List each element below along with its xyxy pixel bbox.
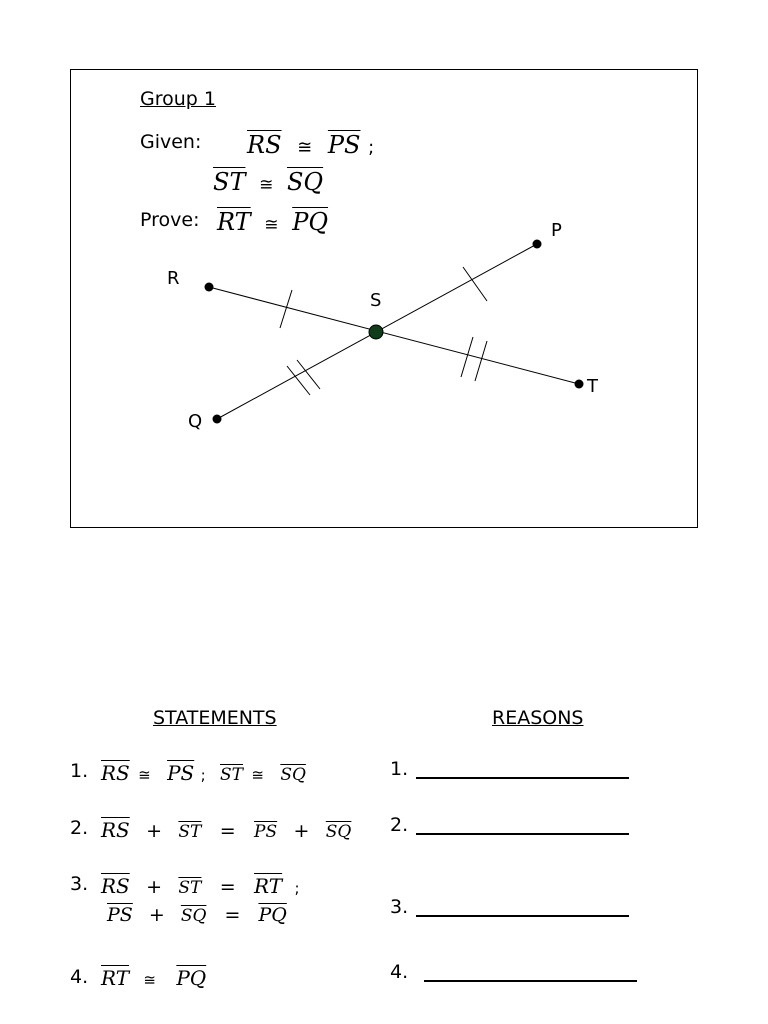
plus-symbol: + bbox=[293, 820, 310, 842]
congruent-symbol: ≅ bbox=[251, 766, 264, 784]
statement-3-line-2 bbox=[107, 906, 287, 925]
statements-header: STATEMENTS bbox=[153, 707, 277, 729]
statement-number: 2. bbox=[70, 817, 89, 839]
statement-number: 4. bbox=[70, 966, 89, 988]
segment: $\overline{PS}$ bbox=[254, 822, 278, 842]
segment-st: $\overline{ST}$ bbox=[213, 168, 246, 196]
separator: ; bbox=[294, 879, 300, 897]
separator: ; bbox=[200, 766, 206, 784]
segment: $\overline{PS}$ bbox=[167, 761, 195, 785]
segment: $\overline{SQ}$ bbox=[325, 822, 352, 842]
label-t: T bbox=[587, 376, 598, 397]
reason-number: 3. bbox=[390, 896, 409, 918]
congruent-symbol: ≅ bbox=[259, 175, 274, 195]
reason-1-blank[interactable] bbox=[416, 777, 629, 779]
label-q: Q bbox=[188, 411, 203, 432]
statement-3-line-1 bbox=[101, 876, 300, 897]
reason-3-blank[interactable] bbox=[416, 915, 629, 917]
plus-symbol: + bbox=[146, 820, 163, 842]
congruent-symbol: ≅ bbox=[138, 766, 151, 784]
label-s: S bbox=[370, 290, 382, 311]
prove-label: Prove: bbox=[140, 209, 200, 231]
reason-4-blank[interactable] bbox=[424, 980, 637, 982]
segment: $\overline{PQ}$ bbox=[176, 966, 207, 990]
segment: $\overline{RS}$ bbox=[101, 818, 130, 842]
segment: $\overline{SQ}$ bbox=[280, 765, 306, 785]
label-r: R bbox=[167, 268, 180, 289]
segment-rt-line bbox=[209, 287, 579, 384]
segment: $\overline{RT}$ bbox=[101, 966, 130, 990]
given-label: Given: bbox=[140, 131, 202, 153]
reason-number: 1. bbox=[390, 758, 409, 780]
reasons-header: REASONS bbox=[492, 707, 584, 729]
tick-sp bbox=[463, 267, 487, 301]
point-r bbox=[205, 283, 214, 292]
plus-symbol: + bbox=[146, 876, 163, 898]
separator: ; bbox=[368, 137, 375, 158]
segment: $\overline{RS}$ bbox=[101, 874, 130, 898]
point-s bbox=[369, 325, 383, 339]
tick-st-2 bbox=[475, 341, 487, 381]
congruent-symbol: ≅ bbox=[297, 137, 313, 158]
segment: $\overline{ST}$ bbox=[178, 822, 202, 842]
statement-2 bbox=[101, 820, 351, 841]
segment: $\overline{PS}$ bbox=[107, 904, 133, 926]
reason-number: 4. bbox=[390, 961, 409, 983]
point-p bbox=[533, 240, 542, 249]
segment: $\overline{SQ}$ bbox=[180, 906, 207, 926]
congruent-symbol: ≅ bbox=[264, 215, 279, 235]
segment-ps: $\overline{PS}$ bbox=[327, 131, 361, 159]
statement-4 bbox=[101, 968, 206, 988]
group-title: Group 1 bbox=[140, 88, 216, 110]
segment: $\overline{ST}$ bbox=[178, 878, 202, 898]
equals-symbol: = bbox=[219, 820, 236, 842]
congruent-symbol: ≅ bbox=[143, 971, 156, 989]
statement-number: 3. bbox=[70, 873, 89, 895]
equals-symbol: = bbox=[224, 904, 241, 926]
point-q bbox=[213, 415, 222, 424]
segment-sq: $\overline{SQ}$ bbox=[286, 168, 324, 196]
segment: $\overline{RT}$ bbox=[254, 874, 283, 898]
segment-pq: $\overline{PQ}$ bbox=[292, 208, 329, 236]
reason-number: 2. bbox=[390, 814, 409, 836]
equals-symbol: = bbox=[219, 876, 236, 898]
segment-rt: $\overline{RT}$ bbox=[217, 208, 251, 236]
statement-number: 1. bbox=[70, 760, 89, 782]
tick-rs bbox=[280, 290, 292, 328]
segment: $\overline{RS}$ bbox=[101, 761, 130, 785]
plus-symbol: + bbox=[148, 904, 165, 926]
segment: $\overline{PQ}$ bbox=[258, 904, 287, 926]
tick-st-1 bbox=[461, 337, 473, 377]
point-t bbox=[575, 380, 584, 389]
segment-rs: $\overline{RS}$ bbox=[247, 131, 282, 159]
segment: $\overline{ST}$ bbox=[220, 765, 244, 785]
reason-2-blank[interactable] bbox=[416, 833, 629, 835]
statement-1 bbox=[101, 763, 306, 784]
label-p: P bbox=[551, 220, 562, 241]
